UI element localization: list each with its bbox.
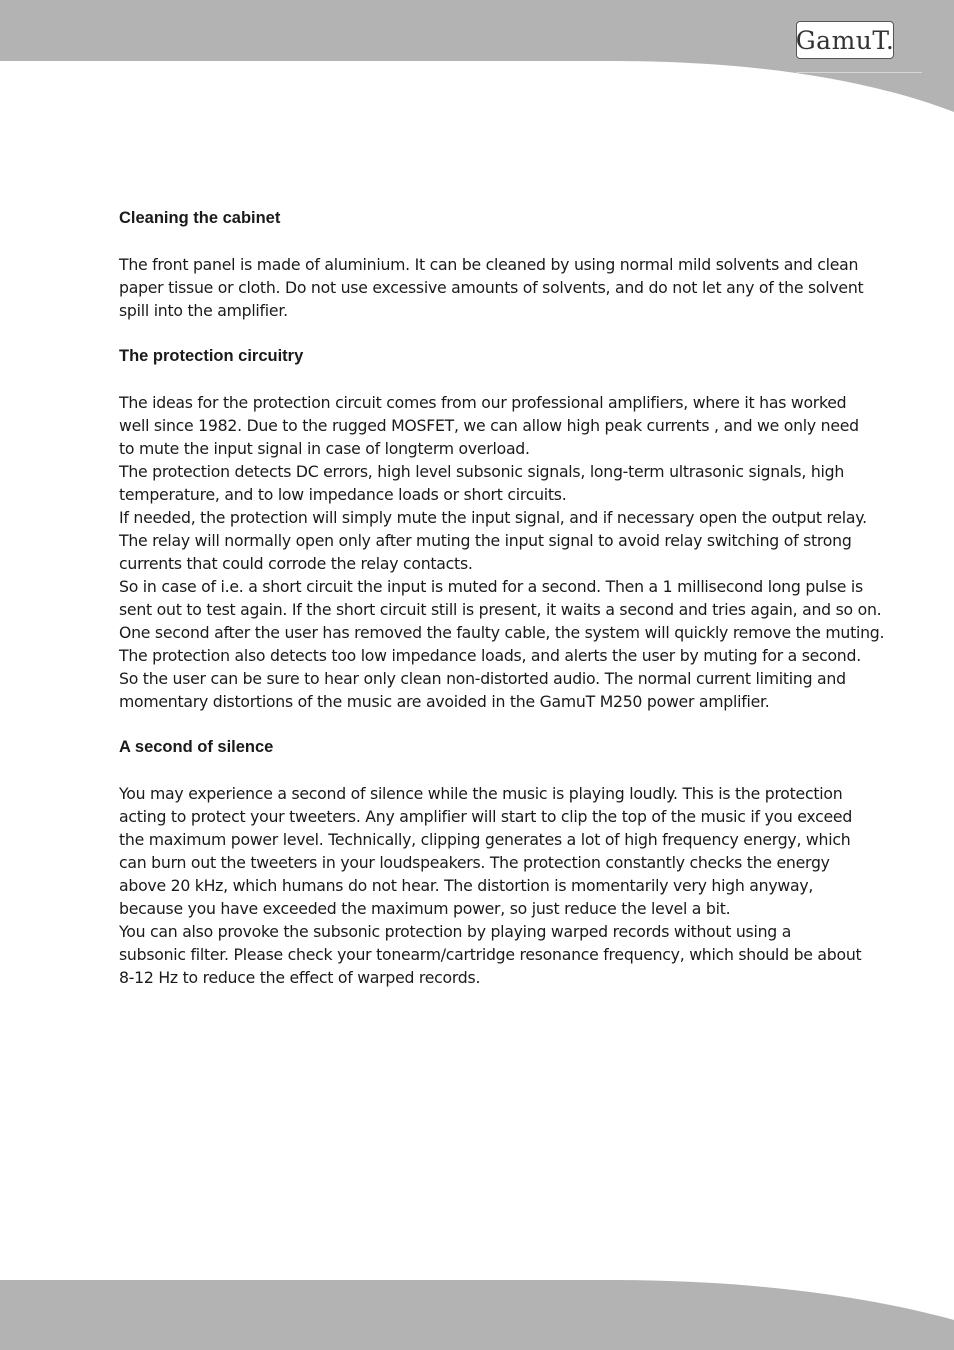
logo-text: GamuT. — [795, 25, 895, 55]
text-line: because you have exceeded the maximum power, so just reduce the level a bit. — [119, 899, 731, 918]
footer-band — [0, 1275, 954, 1350]
text-line: The relay will normally open only after muting the input signal to avoid relay switching of strong — [119, 531, 852, 550]
text-line: subsonic filter. Please check your tonearm/cartridge resonance frequency, which should be about — [119, 945, 862, 964]
section-heading: The protection circuitry — [119, 347, 304, 365]
text-line: The protection also detects too low impedance loads, and alerts the user by muting for a second. — [119, 646, 861, 665]
section-paragraph — [119, 391, 919, 713]
section-heading: A second of silence — [119, 738, 274, 756]
text-line: currents that could corrode the relay contacts. — [119, 554, 473, 573]
text-line: You can also provoke the subsonic protection by playing warped records without using a — [119, 922, 792, 941]
text-line: So in case of i.e. a short circuit the input is muted for a second. Then a 1 millisecond long pulse is — [119, 577, 863, 596]
logo-divider — [796, 72, 922, 73]
text-line: paper tissue or cloth. Do not use excessive amounts of solvents, and do not let any of the solvent — [119, 278, 864, 297]
text-line: momentary distortions of the music are avoided in the GamuT M250 power amplifier. — [119, 692, 770, 711]
section-paragraph — [119, 253, 919, 322]
section-protection — [119, 345, 919, 713]
text-line: sent out to test again. If the short circuit still is present, it waits a second and tries again, and so on. — [119, 600, 882, 619]
text-line: One second after the user has removed the faulty cable, the system will quickly remove the muting. — [119, 623, 885, 642]
section-paragraph — [119, 782, 919, 989]
text-line: You may experience a second of silence while the music is playing loudly. This is the protection — [119, 784, 843, 803]
section-cleaning — [119, 207, 919, 322]
text-line: temperature, and to low impedance loads or short circuits. — [119, 485, 567, 504]
text-line: The front panel is made of aluminium. It can be cleaned by using normal mild solvents and clean — [119, 255, 859, 274]
gamut-logo — [796, 21, 894, 59]
text-line: acting to protect your tweeters. Any amplifier will start to clip the top of the music if you exceed — [119, 807, 853, 826]
text-line: The protection detects DC errors, high level subsonic signals, long-term ultrasonic signals, high — [119, 462, 845, 481]
text-line: So the user can be sure to hear only clean non-distorted audio. The normal current limiting and — [119, 669, 846, 688]
text-line: spill into the amplifier. — [119, 301, 288, 320]
text-line: the maximum power level. Technically, clipping generates a lot of high frequency energy, which — [119, 830, 851, 849]
text-line: If needed, the protection will simply mute the input signal, and if necessary open the output relay. — [119, 508, 867, 527]
text-line: to mute the input signal in case of longterm overload. — [119, 439, 530, 458]
text-line: The ideas for the protection circuit comes from our professional amplifiers, where it has worked — [119, 393, 847, 412]
text-line: well since 1982. Due to the rugged MOSFET, we can allow high peak currents , and we only need — [119, 416, 859, 435]
text-line: above 20 kHz, which humans do not hear. The distortion is momentarily very high anyway, — [119, 876, 814, 895]
header-band — [0, 0, 954, 120]
document-body — [119, 207, 919, 989]
section-silence — [119, 736, 919, 989]
text-line: 8-12 Hz to reduce the effect of warped records. — [119, 968, 481, 987]
text-line: can burn out the tweeters in your loudspeakers. The protection constantly checks the energy — [119, 853, 830, 872]
section-heading: Cleaning the cabinet — [119, 209, 281, 227]
